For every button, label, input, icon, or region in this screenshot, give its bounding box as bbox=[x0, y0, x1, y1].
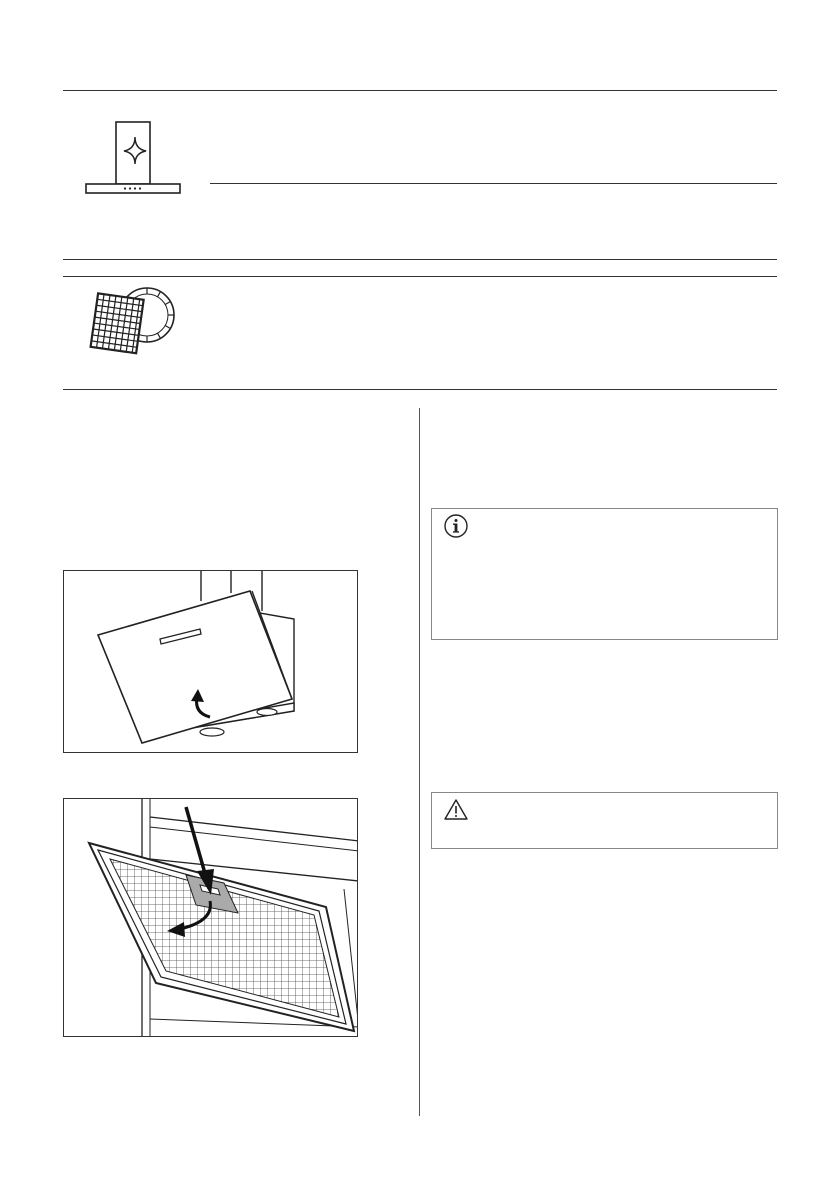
grease-filter-and-charcoal-filter-icon bbox=[80, 282, 180, 362]
column-divider bbox=[419, 408, 420, 1116]
cooker-hood-cleaning-icon bbox=[84, 118, 184, 198]
section-rule bbox=[210, 183, 777, 184]
info-icon bbox=[443, 513, 469, 539]
info-note-box bbox=[431, 508, 778, 640]
section-rule bbox=[63, 276, 777, 277]
lift-front-panel-illustration bbox=[63, 570, 358, 753]
warning-triangle-icon bbox=[443, 798, 469, 822]
section-rule bbox=[63, 259, 777, 260]
warning-note-box bbox=[431, 792, 778, 849]
remove-grease-filter-illustration bbox=[63, 798, 358, 1037]
section-rule bbox=[63, 389, 777, 390]
top-rule bbox=[63, 90, 777, 91]
